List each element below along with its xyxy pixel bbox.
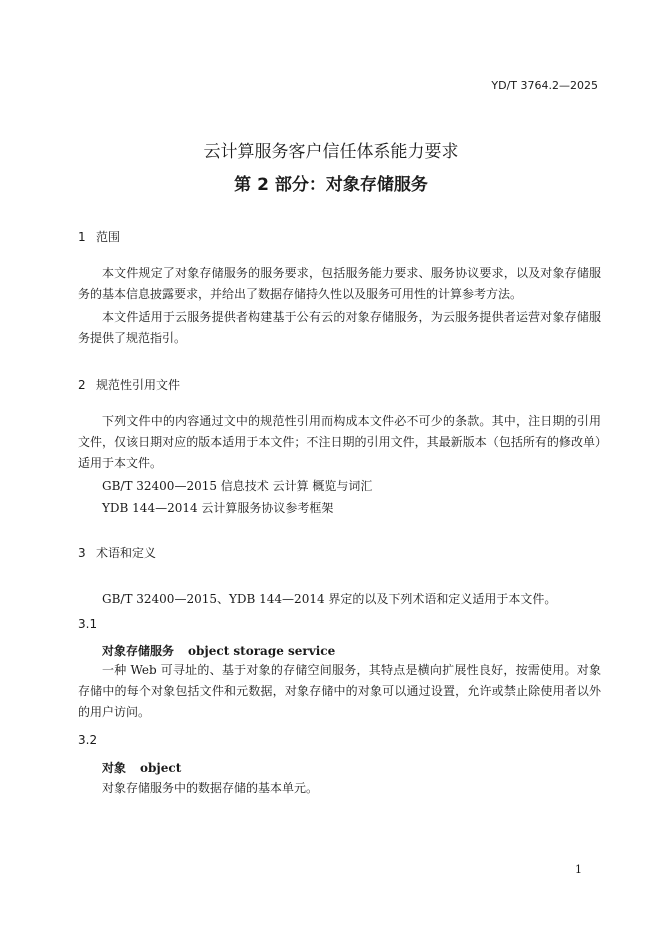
term-chinese: 对象 <box>102 761 127 775</box>
term-chinese: 对象存储服务 <box>102 644 175 658</box>
normative-references-paragraph: 下列文件中的内容通过文中的规范性引用而构成本文件必不可少的条款。其中，注日期的引用文件，仅该日期对应的版本适用于本文件；不注日期的引用文件，其最新版本（包括所有的修改单）适用于本文件。 <box>78 414 601 470</box>
standard-number: YD/T 3764.2—2025 <box>491 79 598 92</box>
section-title: 范围 <box>96 230 121 244</box>
term-definition: 对象存储服务中的数据存储的基本单元。 <box>102 781 319 795</box>
section-1-heading <box>78 228 120 245</box>
reference-item: GB/T 32400—2015 信息技术 云计算 概览与词汇 <box>102 479 373 493</box>
scope-paragraph-1: 本文件规定了对象存储服务的服务要求，包括服务能力要求、服务协议要求，以及对象存储服务的基本信息披露要求，并给出了数据存储持久性以及服务可用性的计算参考方法。 <box>78 266 601 301</box>
document-part-title: 第 2 部分：对象存储服务 <box>234 175 428 195</box>
section-2-heading <box>78 376 180 393</box>
document-title: 云计算服务客户信任体系能力要求 <box>203 142 459 162</box>
section-number: 2 <box>78 378 86 392</box>
term-number: 3.2 <box>78 733 98 747</box>
section-number: 3 <box>78 546 86 560</box>
reference-item: YDB 144—2014 云计算服务协议参考框架 <box>102 501 334 515</box>
term-entry <box>102 642 335 659</box>
section-title: 规范性引用文件 <box>96 378 181 392</box>
section-3-heading <box>78 544 156 561</box>
section-number: 1 <box>78 230 86 244</box>
section-title: 术语和定义 <box>96 546 157 560</box>
term-entry <box>102 759 181 776</box>
terms-intro-paragraph: GB/T 32400—2015、YDB 144—2014 界定的以及下列术语和定义适用于本文件。 <box>102 592 557 606</box>
term-number: 3.1 <box>78 617 98 631</box>
scope-paragraph-2: 本文件适用于云服务提供者构建基于公有云的对象存储服务，为云服务提供者运营对象存储服务提供了规范指引。 <box>78 310 601 345</box>
term-english: object storage service <box>188 644 336 658</box>
term-definition: 一种 Web 可寻址的、基于对象的存储空间服务，其特点是横向扩展性良好，按需使用。对象存储中的每个对象包括文件和元数据，对象存储中的对象可以通过设置，允许或禁止除使用者以外的用户访问。 <box>78 663 601 719</box>
term-english: object <box>140 761 182 775</box>
page-number: 1 <box>575 863 582 876</box>
